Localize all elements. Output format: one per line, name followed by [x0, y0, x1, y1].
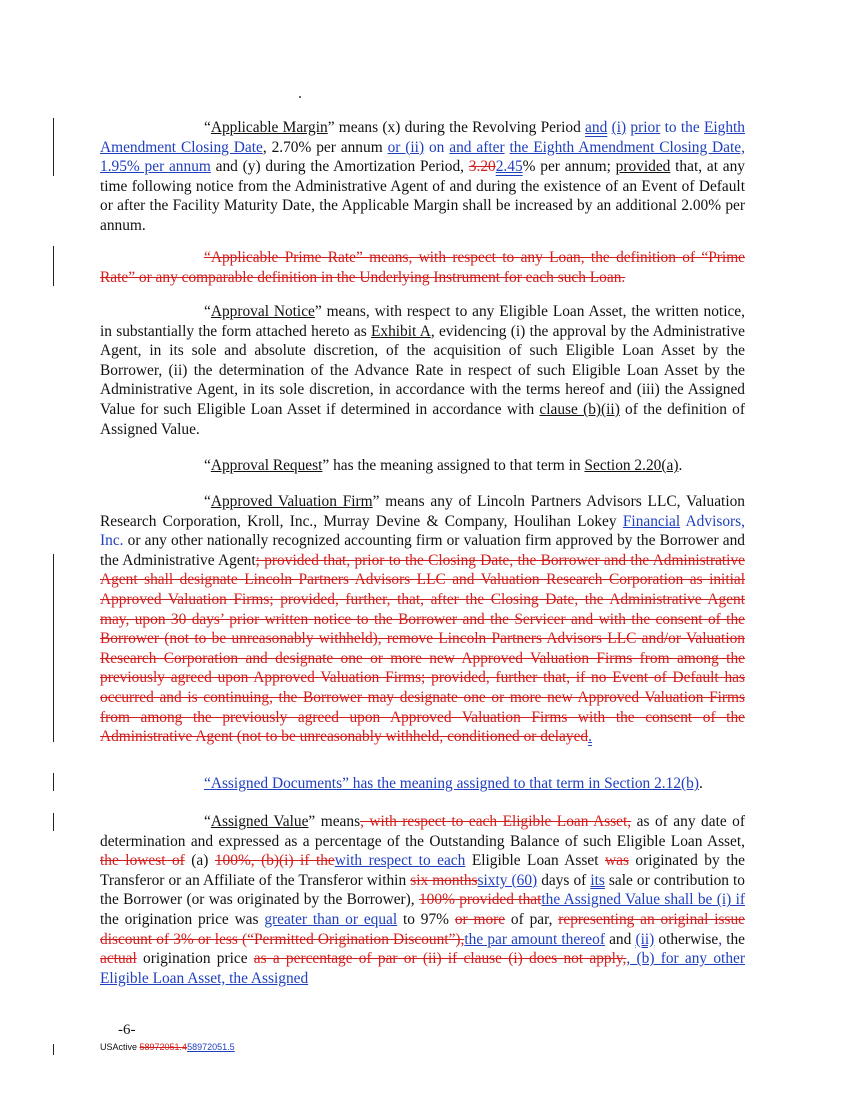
change-bar — [53, 554, 54, 742]
change-bar — [53, 813, 54, 831]
definition-assigned-value: “Assigned Value” means, with respect to each Eligible Loan Asset, as of any date of determination and expressed as a percentage of the Outstanding Balance of such Eligible Loan Asset, the lowest of (a) 100%, (b)(i) if thewith respect to each Eligible Loan Asset was originated by the Transferor or an Affiliate of the Transferor within six monthssixty (60) days of its sale or contribution to the Borrower (or was originated by the Borrower), 100% provided thatthe Assigned Value shall be (i) if the origination price was greater than or equal to 97% or more of par, representing an original issue discount of 3% or less (“Permitted Origination Discount”),the par amount thereof and (ii) otherwise, the actual origination price as a percentage of par or (ii) if clause (i) does not apply,, (b) for any other Eligible Loan Asset, the Assigned — [100, 813, 746, 987]
defined-term: Assigned Value — [210, 813, 309, 830]
definition-approved-valuation-firm: “Approved Valuation Firm” means any of Lincoln Partners Advisors LLC, Valuation Research Corporation, Kroll, Inc., Murray Devine & Company, Houlihan Lokey Financial Advisors, Inc. or any other nationally recognized accounting firm or valuation firm approved by the Borrower and the Administrative Agent; provided that, prior to the Closing Date, the Borrower and the Administrative Agent shall designate Lincoln Partners Advisors LLC and Valuation Research Corporation as initial Approved Valuation Firms; provided, further, that, after the Closing Date, the Administrative Agent may, upon 30 days’ prior written notice to the Borrower and the Servicer and with the consent of the Borrower (not to be unreasonably withheld), remove Lincoln Partners Advisors LLC and/or Valuation Research Corporation and designate one or more new Approved Valuation Firms from among the previously agreed upon Approved Valuation Firms; provided, further that, if no Event of Default has occurred and is continuing, the Borrower may designate one or more new Approved Valuation Firms from among the previously agreed upon Approved Valuation Firms with the consent of the Administrative Agent (not to be unreasonably withheld, conditioned or delayed. — [100, 493, 745, 746]
change-bar — [53, 246, 54, 286]
change-bar — [53, 773, 54, 791]
definition-assigned-documents: “Assigned Documents” has the meaning assigned to that term in Section 2.12(b). — [204, 775, 703, 792]
change-bar — [53, 118, 54, 176]
page-number: -6- — [118, 1022, 136, 1038]
defined-term: Approval Notice — [210, 303, 315, 320]
defined-term: Approved Valuation Firm — [210, 493, 373, 510]
document-footer — [100, 1042, 235, 1052]
footer-label: USActive — [100, 1042, 140, 1052]
definition-approval-request: “Approval Request” has the meaning assigned to that term in Section 2.20(a). — [204, 457, 683, 474]
definition-applicable-margin: “Applicable Margin” means (x) during the Revolving Period and (i) prior to the Eighth Amendment Closing Date, 2.70% per annum or (ii) on and after the Eighth Amendment Closing Date, 1.95% per annum and (y) during the Amortization Period, 3.202.45% per annum; provided that, at any time following notice from the Administrative Agent of and during the existence of an Event of Default or after the Facility Maturity Date, the Applicable Margin shall be increased by an additional 2.00% per annum. — [100, 119, 745, 234]
footer-old-id: 58972051.4 — [139, 1042, 188, 1052]
defined-term: Applicable Margin — [210, 119, 328, 136]
stray-dot — [299, 96, 301, 98]
definition-approval-notice: “Approval Notice” means, with respect to any Eligible Loan Asset, the written notice, in substantially the form attached hereto as Exhibit A, evidencing (i) the approval by the Administrative Agent, in its sole and absolute discretion, of the acquisition of such Eligible Loan Asset by the Borrower, (ii) the determination of the Advance Rate in respect of such Eligible Loan Asset by the Administrative Agent, in its sole discretion, in accordance with the terms hereof and (iii) the Assigned Value for such Eligible Loan Asset if determined in accordance with clause (b)(ii) of the definition of Assigned Value. — [100, 303, 745, 438]
definition-applicable-prime-rate: “Applicable Prime Rate” means, with respect to any Loan, the definition of “Prime Rate” or any comparable definition in the Underlying Instrument for each such Loan. — [100, 249, 745, 286]
defined-term: Approval Request — [210, 457, 323, 474]
change-bar — [53, 1044, 54, 1055]
footer-new-id: 58972051.5 — [187, 1042, 235, 1052]
